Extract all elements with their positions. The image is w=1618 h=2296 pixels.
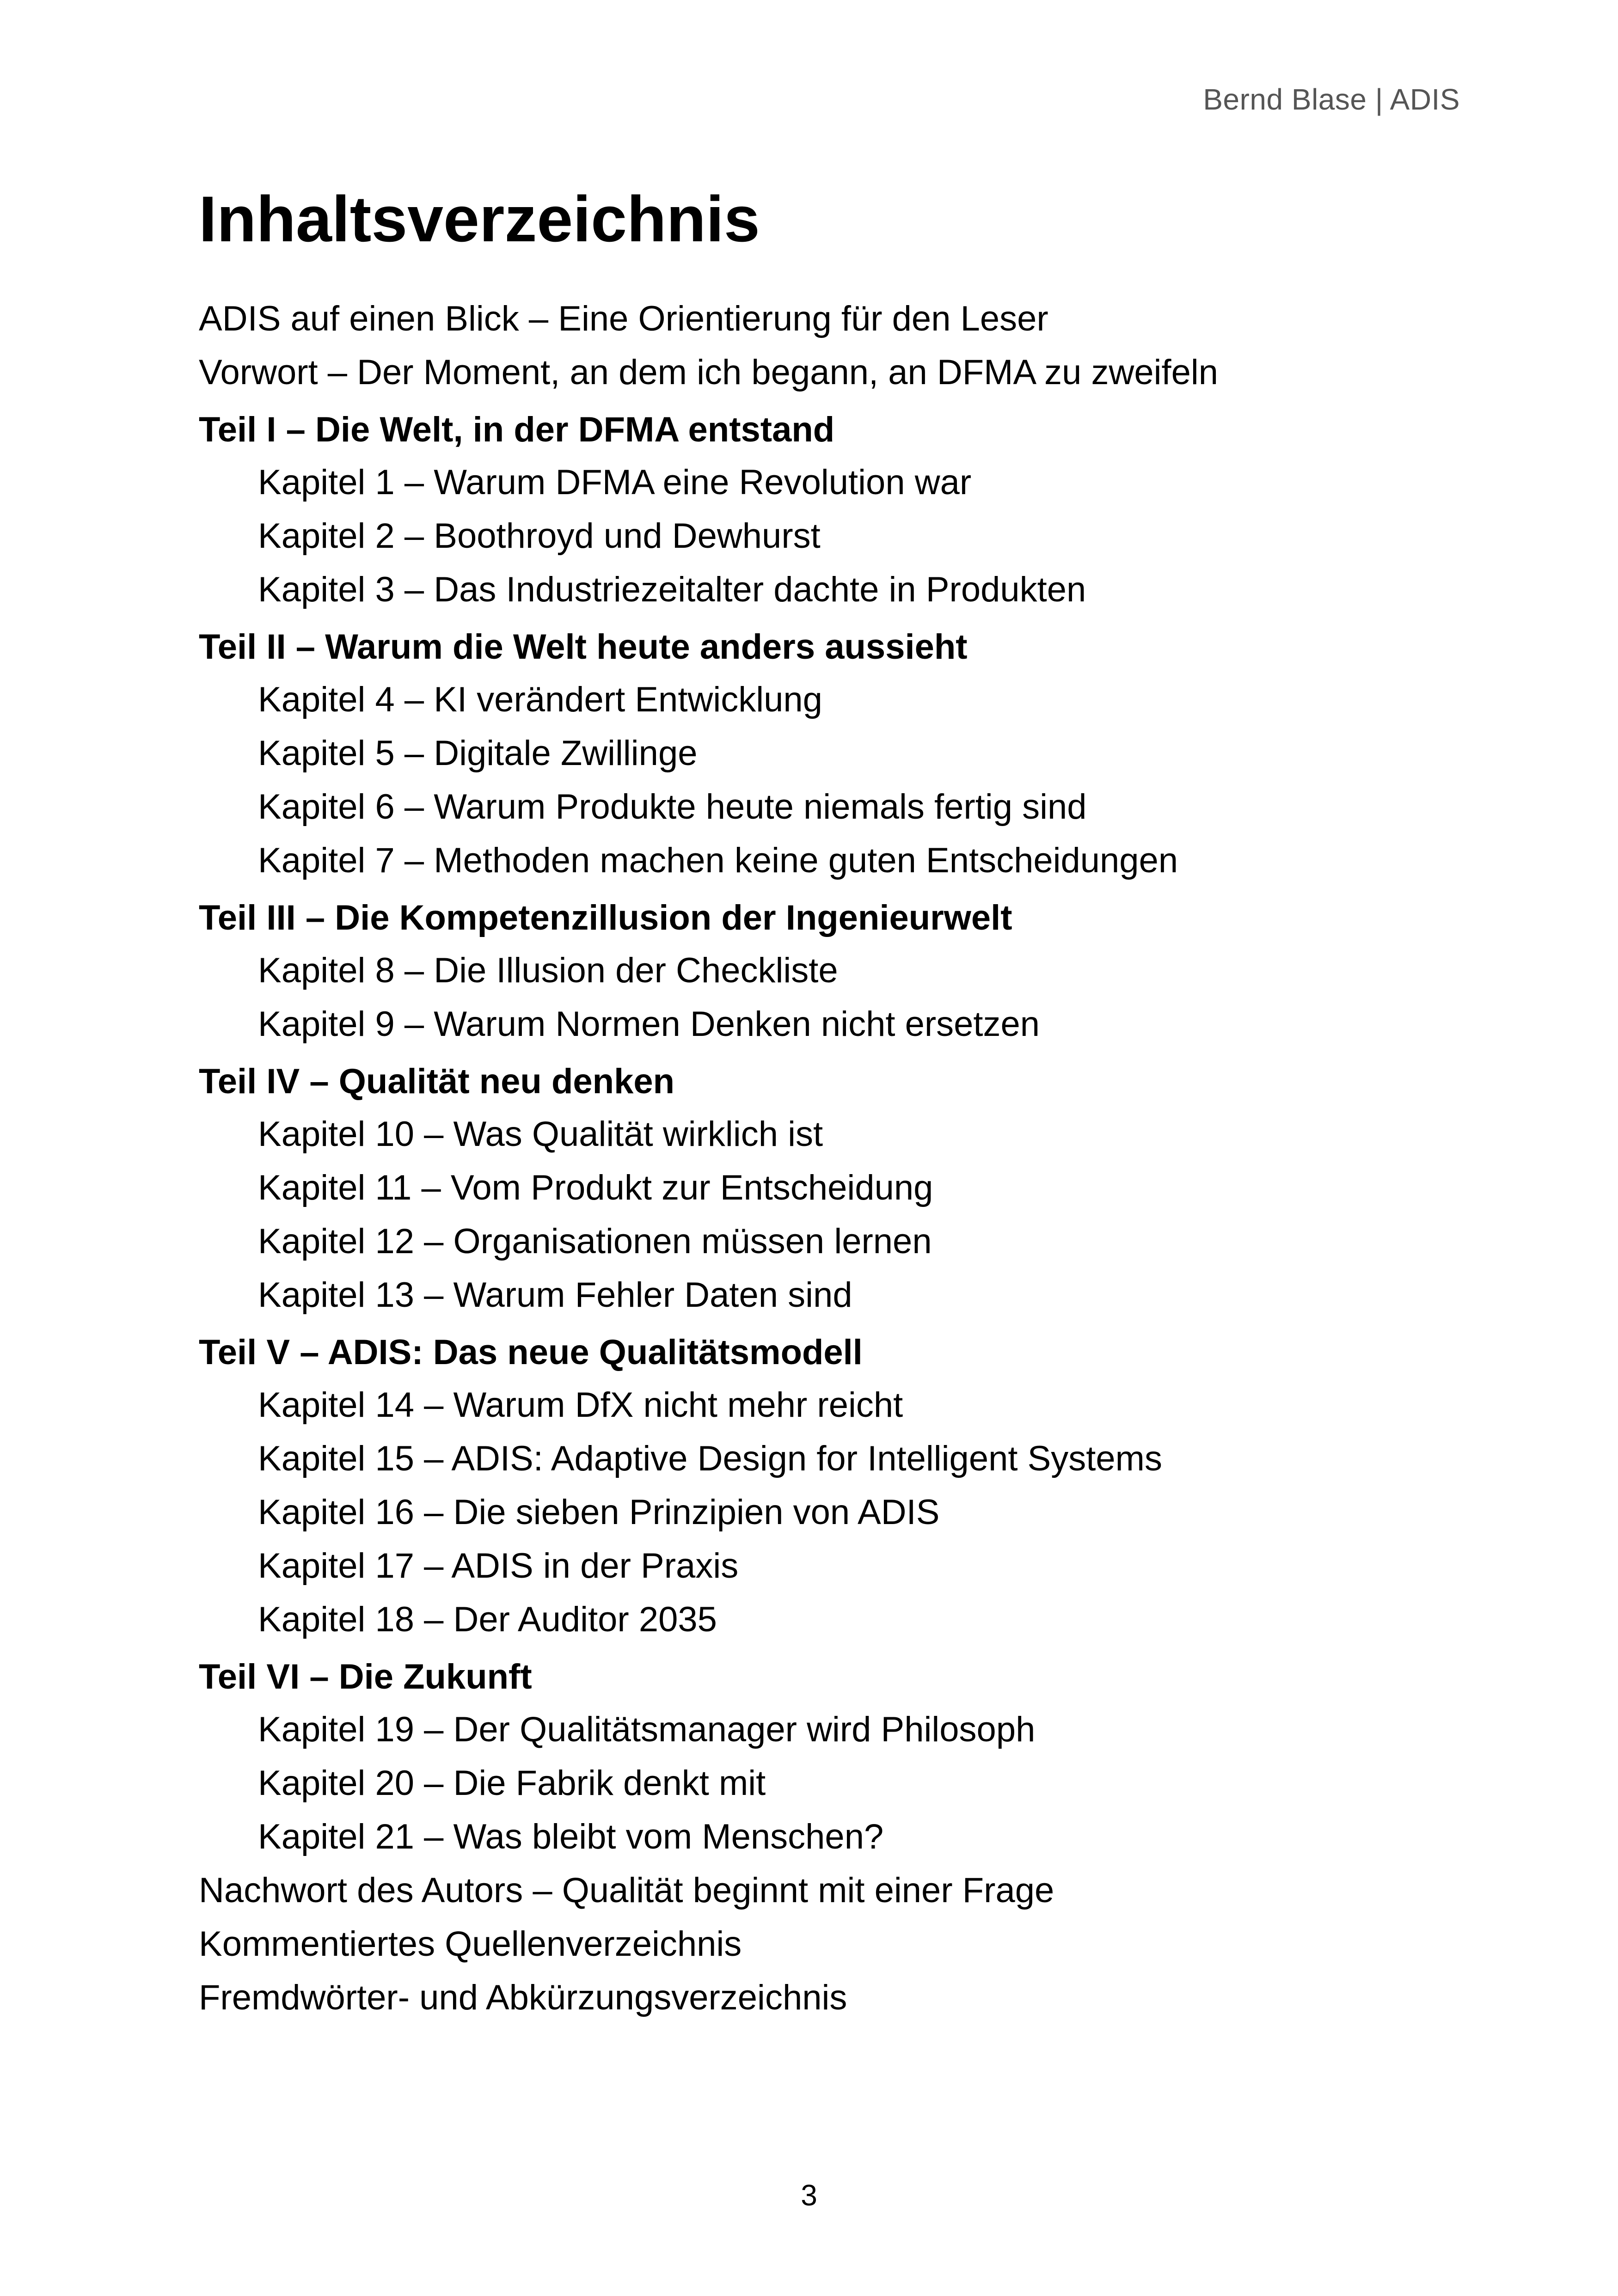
toc-part-heading[interactable]: Teil IV – Qualität neu denken (199, 1062, 675, 1101)
toc-chapter-entry[interactable]: Kapitel 18 – Der Auditor 2035 (258, 1600, 717, 1639)
toc-chapter-entry[interactable]: Kapitel 1 – Warum DFMA eine Revolution war (258, 463, 972, 502)
toc-chapter-entry[interactable]: Kapitel 11 – Vom Produkt zur Entscheidung (258, 1168, 933, 1207)
page-title: Inhaltsverzeichnis (199, 183, 760, 255)
toc-part-heading[interactable]: Teil I – Die Welt, in der DFMA entstand (199, 410, 835, 449)
toc-part-heading[interactable]: Teil III – Die Kompetenzillusion der Ingenieurwelt (199, 898, 1012, 937)
toc-chapter-entry[interactable]: Kapitel 10 – Was Qualität wirklich ist (258, 1114, 823, 1154)
page-number: 3 (801, 2179, 817, 2212)
toc-entry-back-matter[interactable]: Fremdwörter- und Abkürzungsverzeichnis (199, 1978, 847, 2017)
toc-chapter-entry[interactable]: Kapitel 4 – KI verändert Entwicklung (258, 680, 822, 719)
toc-chapter-entry[interactable]: Kapitel 3 – Das Industriezeitalter dachte in Produkten (258, 570, 1086, 609)
table-of-contents (199, 292, 1470, 2025)
toc-chapter-entry[interactable]: Kapitel 14 – Warum DfX nicht mehr reicht (258, 1385, 903, 1425)
toc-chapter-entry[interactable]: Kapitel 5 – Digitale Zwillinge (258, 734, 698, 773)
toc-entry-front-matter[interactable]: Vorwort – Der Moment, an dem ich begann, an DFMA zu zweifeln (199, 353, 1219, 392)
toc-chapter-entry[interactable]: Kapitel 13 – Warum Fehler Daten sind (258, 1275, 852, 1315)
toc-part-heading[interactable]: Teil II – Warum die Welt heute anders aussieht (199, 627, 968, 667)
toc-entry-front-matter[interactable]: ADIS auf einen Blick – Eine Orientierung für den Leser (199, 299, 1048, 338)
toc-chapter-entry[interactable]: Kapitel 6 – Warum Produkte heute niemals fertig sind (258, 787, 1087, 827)
toc-chapter-entry[interactable]: Kapitel 7 – Methoden machen keine guten Entscheidungen (258, 841, 1178, 880)
toc-chapter-entry[interactable]: Kapitel 19 – Der Qualitätsmanager wird Philosoph (258, 1710, 1036, 1749)
toc-chapter-entry[interactable]: Kapitel 9 – Warum Normen Denken nicht ersetzen (258, 1004, 1040, 1044)
toc-chapter-entry[interactable]: Kapitel 8 – Die Illusion der Checkliste (258, 951, 838, 990)
running-header: Bernd Blase | ADIS (1203, 83, 1460, 116)
toc-chapter-entry[interactable]: Kapitel 16 – Die sieben Prinzipien von ADIS (258, 1493, 940, 1532)
toc-chapter-entry[interactable]: Kapitel 21 – Was bleibt vom Menschen? (258, 1817, 884, 1856)
toc-part-heading[interactable]: Teil VI – Die Zukunft (199, 1657, 532, 1696)
toc-chapter-entry[interactable]: Kapitel 2 – Boothroyd und Dewhurst (258, 516, 821, 556)
toc-part-heading[interactable]: Teil V – ADIS: Das neue Qualitätsmodell (199, 1333, 863, 1372)
toc-entry-back-matter[interactable]: Nachwort des Autors – Qualität beginnt mit einer Frage (199, 1871, 1054, 1910)
toc-chapter-entry[interactable]: Kapitel 20 – Die Fabrik denkt mit (258, 1763, 766, 1803)
toc-chapter-entry[interactable]: Kapitel 15 – ADIS: Adaptive Design for Intelligent Systems (258, 1439, 1162, 1478)
toc-chapter-entry[interactable]: Kapitel 17 – ADIS in der Praxis (258, 1546, 739, 1586)
toc-entry-back-matter[interactable]: Kommentiertes Quellenverzeichnis (199, 1924, 742, 1964)
toc-chapter-entry[interactable]: Kapitel 12 – Organisationen müssen lernen (258, 1222, 932, 1261)
